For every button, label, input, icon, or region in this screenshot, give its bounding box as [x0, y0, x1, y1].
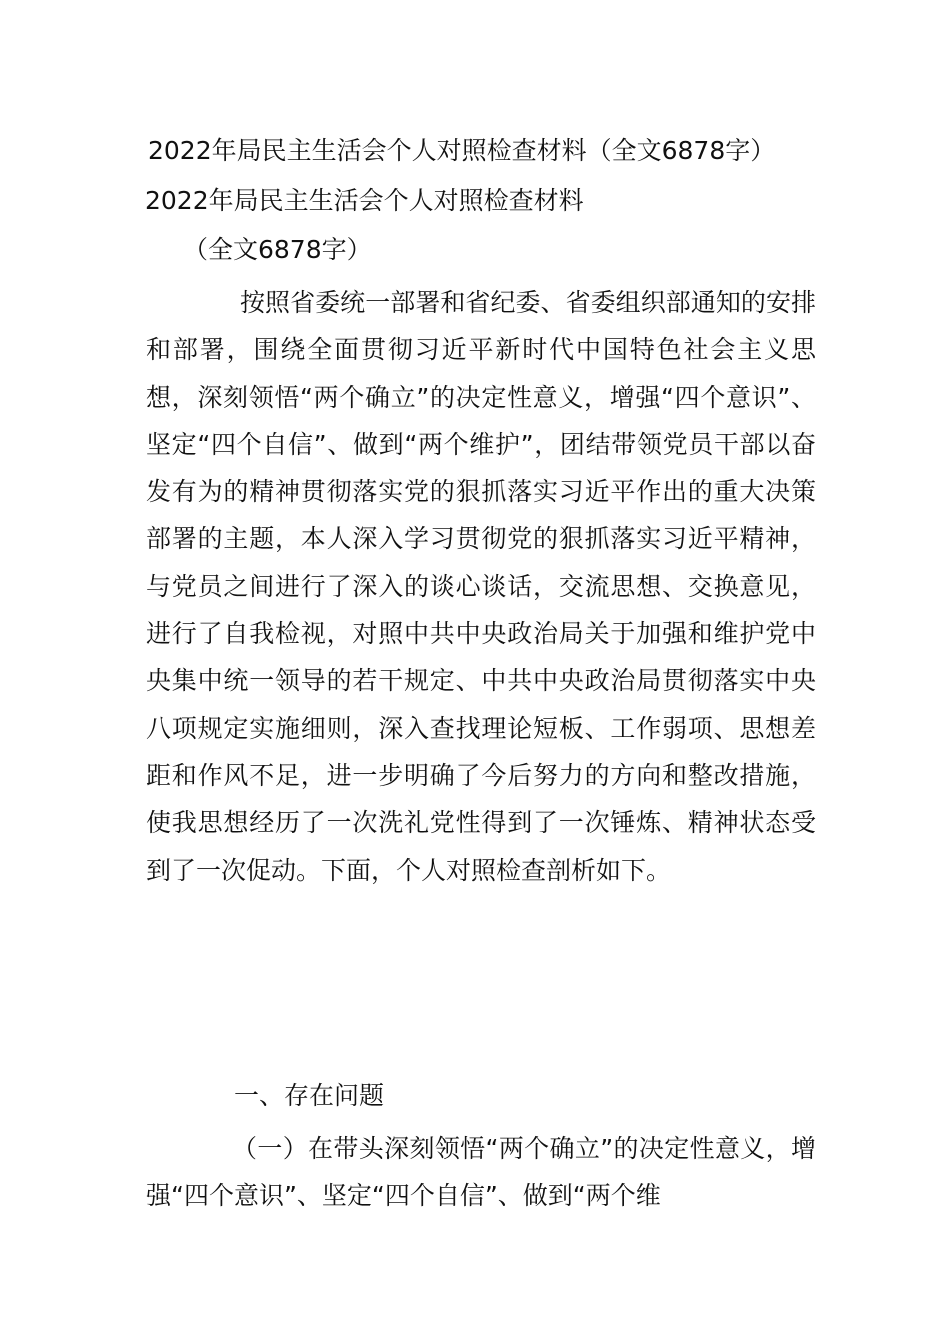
section-heading-problems: 一、存在问题: [234, 1081, 385, 1110]
document-title-full: 2022年局民主生活会个人对照检查材料（全文6878字）: [148, 136, 776, 165]
document-title: 2022年局民主生活会个人对照检查材料: [145, 186, 584, 215]
document-word-count: （全文6878字）: [183, 235, 372, 264]
intro-paragraph: 按照省委统一部署和省纪委、省委组织部通知的安排和部署，围绕全面贯彻习近平新时代中国特色社会主义思想，深刻领悟“两个确立”的决定性意义，增强“四个意识”、坚定“四个自信”、做到“两个维护”，团结带领党员干部以奋发有为的精神贯彻落实党的狠抓落实习近平作出的重大决策部署的主题，本人深入学习贯彻党的狠抓落实习近平精神，与党员之间进行了深入的谈心谈话，交流思想、交换意见，进行了自我检视，对照中共中央政治局关于加强和维护党中央集中统一领导的若干规定、中共中央政治局贯彻落实中央八项规定实施细则，深入查找理论短板、工作弱项、思想差距和作风不足，进一步明确了今后努力的方向和整改措施，使我思想经历了一次洗礼党性得到了一次锤炼、精神状态受到了一次促动。下面，个人对照检查剖析如下。: [146, 288, 816, 885]
section-paragraph: （一）在带头深刻领悟“两个确立”的决定性意义，增强“四个意识”、坚定“四个自信”、做到“两个维: [146, 1134, 816, 1211]
